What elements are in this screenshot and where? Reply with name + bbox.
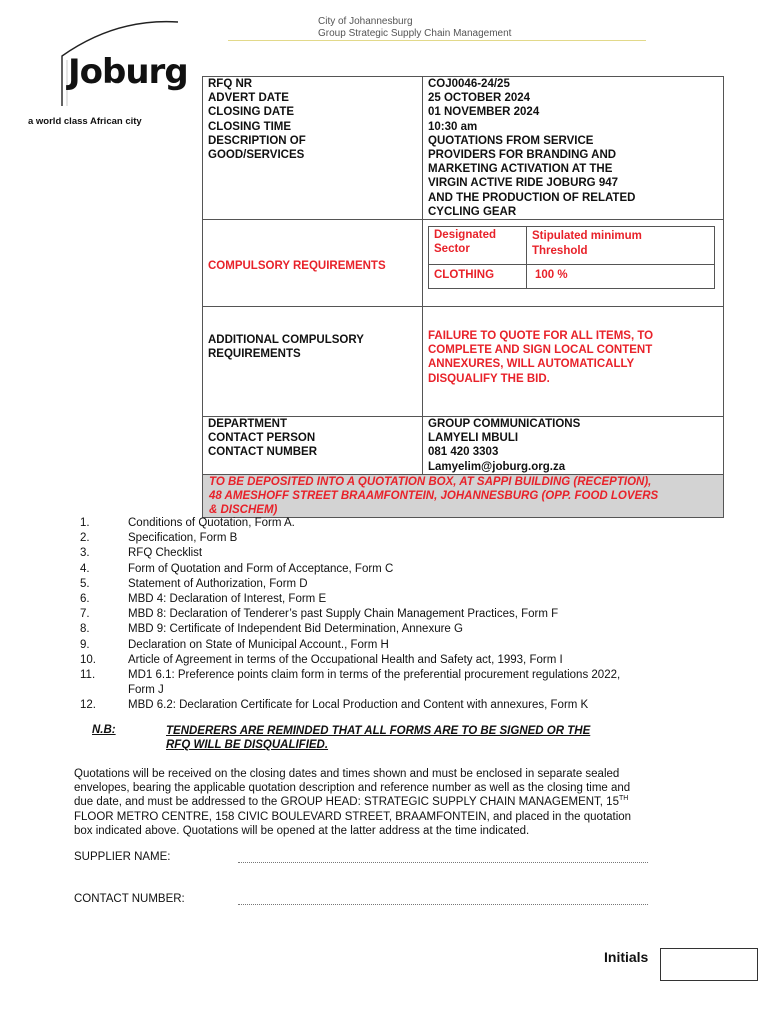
designated-sector-header: Sector [434,243,470,256]
list-item: 5. Statement of Authorization, Form D [80,577,308,590]
supplier-name-field[interactable] [238,862,648,863]
compulsory-requirements-label: COMPULSORY REQUIREMENTS [208,259,386,272]
department-label: DEPARTMENT [208,418,288,431]
sector-value: CLOTHING [429,265,527,289]
header-organisation: City of Johannesburg [318,16,413,27]
rfq-summary-row [203,77,723,220]
description-label: DESCRIPTION OF [208,134,306,147]
description-value: VIRGIN ACTIVE RIDE JOBURG 947 [428,177,619,190]
threshold-value: 100 % [527,265,715,289]
deposit-instructions [203,475,723,518]
header-department: Group Strategic Supply Chain Management [318,28,512,39]
threshold-row [429,265,715,289]
minimum-threshold-header: Stipulated minimum [532,230,642,243]
deposit-line: & DISCHEM) [209,504,278,517]
contact-person-value: LAMYELI MBULI [428,432,519,445]
description-value: MARKETING ACTIVATION AT THE [428,163,613,176]
list-item: 8. MBD 9: Certificate of Independent Bid Determination, Annexure G [80,623,463,636]
description-value: QUOTATIONS FROM SERVICE [428,134,594,147]
closing-time-label: CLOSING TIME [208,120,292,133]
list-item: 1. Conditions of Quotation, Form A. [80,517,295,529]
initials-label: Initials [604,949,649,965]
closing-date-label: CLOSING DATE [208,106,295,119]
description-label: GOOD/SERVICES [208,149,305,162]
additional-requirements-label: REQUIREMENTS [208,348,301,361]
additional-requirements-value: ANNEXURES, WILL AUTOMATICALLY [428,358,635,371]
advert-date-label: ADVERT DATE [208,92,289,105]
contact-row [203,417,723,475]
logo-tagline: a world class African city [28,116,142,127]
joburg-logo: Joburg [68,52,188,92]
minimum-threshold-header: Threshold [532,245,588,258]
supplier-name-label: SUPPLIER NAME: [74,851,171,863]
contact-number-field-label: CONTACT NUMBER: [74,893,185,905]
list-item: 6. MBD 4: Declaration of Interest, Form E [80,593,327,606]
list-item: 7. MBD 8: Declaration of Tenderer’s past Supply Chain Management Practices, Form F [80,608,559,621]
header-divider [228,40,646,41]
description-value: PROVIDERS FOR BRANDING AND [428,149,617,162]
closing-time-value: 10:30 am [428,120,478,133]
notice-label: N.B: [92,724,116,736]
description-value: AND THE PRODUCTION OF RELATED [428,191,636,204]
additional-requirements-value: DISQUALIFY THE BID. [428,372,550,385]
list-item: 9. Declaration on State of Municipal Account., Form H [80,638,389,651]
contact-email: Lamyelim@joburg.org.za [428,460,566,473]
deposit-line: TO BE DEPOSITED INTO A QUOTATION BOX, AT SAPPI BUILDING (RECEPTION), [209,475,652,488]
list-item: 4. Form of Quotation and Form of Acceptance, Form C [80,562,394,575]
list-item: 10. Article of Agreement in terms of the Occupational Health and Safety act, 1993, Form I [80,653,563,666]
threshold-table [428,226,715,289]
initials-box[interactable] [660,948,758,981]
additional-requirements-value: FAILURE TO QUOTE FOR ALL ITEMS, TO [428,330,654,343]
list-item: 2. Specification, Form B [80,532,238,545]
compulsory-requirements-row [203,220,723,307]
deposit-line: 48 AMESHOFF STREET BRAAMFONTEIN, JOHANNESBURG (OPP. FOOD LOVERS [209,490,659,503]
notice-text: TENDERERS ARE REMINDED THAT ALL FORMS ARE TO BE SIGNED OR THE RFQ WILL BE DISQUALIFIED. [166,725,591,752]
additional-requirements-value: COMPLETE AND SIGN LOCAL CONTENT [428,344,653,357]
contact-number-label: CONTACT NUMBER [208,446,318,459]
advert-date-value: 25 OCTOBER 2024 [428,92,531,105]
closing-date-value: 01 NOVEMBER 2024 [428,106,540,119]
submission-instructions: Quotations will be received on the closing dates and times shown and must be enclosed in separate sealed envelopes, bearing the applicable quotation description and reference number as well as the closing time and due date, and must be addressed to the GROUP HEAD: STRATEGIC SUPPLY CHAIN MANAGEMENT, 15TH FLOOR METRO CENTRE, 158 CIVIC BOULEVARD STREET, BRAAMFONTEIN, and placed in the quotation box indicated above. Quotations will be opened at the latter address at the time indicated. [74,768,632,837]
threshold-header-row [429,227,715,265]
list-item: 11. MD1 6.1: Preference points claim form in terms of the preferential procurement regulations 2022, Form J [80,669,621,697]
additional-requirements-row [203,307,723,417]
contact-person-label: CONTACT PERSON [208,432,316,445]
designated-sector-header: Designated [434,229,496,242]
list-item: 12. MBD 6.2: Declaration Certificate for Local Production and Content with annexures, Form K [80,699,589,712]
contact-number-value: 081 420 3303 [428,446,499,459]
additional-requirements-label: ADDITIONAL COMPULSORY [208,334,364,347]
rfq-nr-label: RFQ NR [208,78,253,90]
list-item: 3. RFQ Checklist [80,547,203,560]
description-value: CYCLING GEAR [428,205,517,218]
rfq-nr-value: COJ0046-24/25 [428,78,510,90]
rfq-details-table [202,76,724,518]
department-value: GROUP COMMUNICATIONS [428,418,581,431]
contact-number-field[interactable] [238,904,648,905]
required-documents-list [72,516,712,714]
